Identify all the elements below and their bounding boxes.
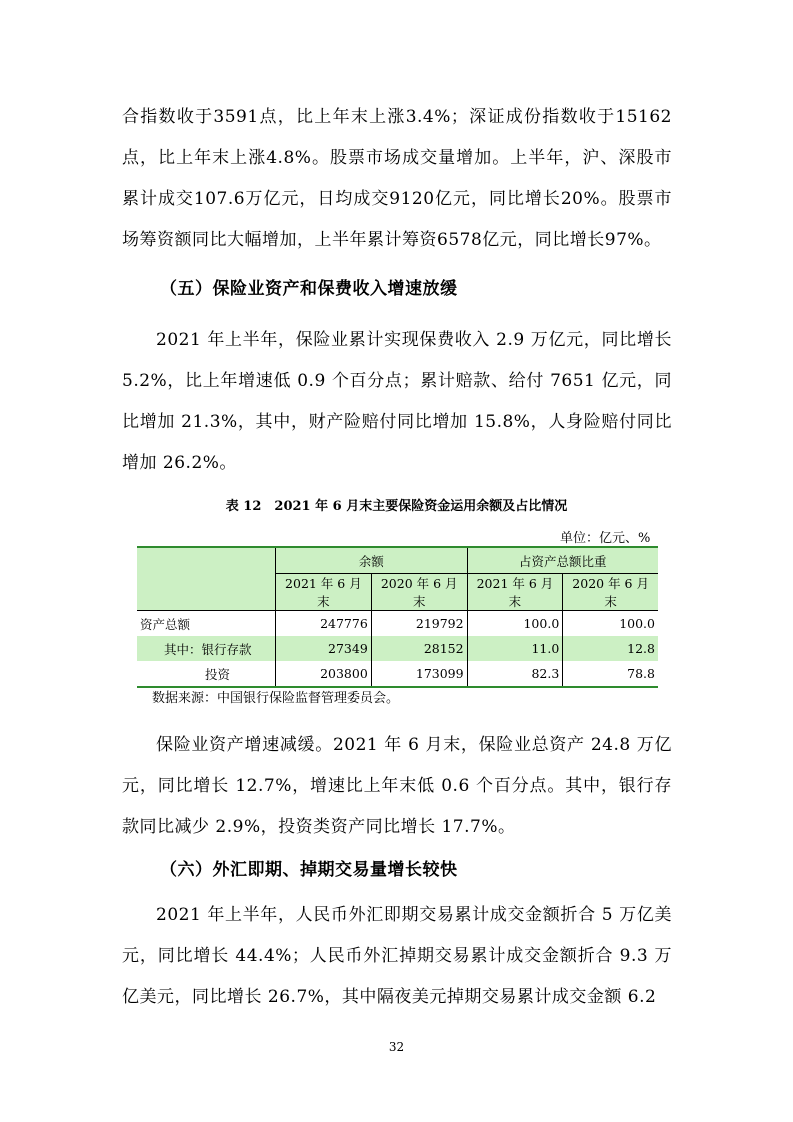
column-header-2021-balance: 2021 年 6 月末 bbox=[276, 574, 372, 611]
paragraph-stock-market: 合指数收于3591点，比上年末上涨3.4%；深证成份指数收于15162点，比上年末上涨4.8%。股票市场成交量增加。上半年，沪、深股市累计成交107.6万亿元，日均成交9120亿元，同比增长20%。股票市场筹资额同比大幅增加，上半年累计筹资6578亿元，同比增长97%。 bbox=[122, 107, 672, 250]
table-unit: 单位：亿元、% bbox=[560, 531, 651, 546]
row-label: 资产总额 bbox=[140, 616, 191, 632]
table-header-row-1 bbox=[137, 547, 658, 574]
cell-value: 82.3 bbox=[467, 661, 563, 687]
cell-value: 100.0 bbox=[467, 611, 563, 637]
cell-value: 28152 bbox=[371, 636, 467, 661]
row-label: 其中：银行存款 bbox=[164, 641, 252, 657]
cell-value: 78.8 bbox=[563, 661, 658, 687]
table-source-note: 数据来源：中国银行保险监督管理委员会。 bbox=[152, 691, 400, 706]
cell-value: 12.8 bbox=[563, 636, 658, 661]
cell-value: 247776 bbox=[276, 611, 372, 637]
insurance-funds-table bbox=[137, 546, 658, 688]
table-row-bank-deposits bbox=[137, 636, 658, 661]
cell-value: 100.0 bbox=[563, 611, 658, 637]
paragraph-insurance-premium: 2021 年上半年，保险业累计实现保费收入 2.9 万亿元，同比增长 5.2%，比上年增速低 0.9 个百分点；累计赔款、给付 7651 亿元，同比增加 21.3%，其中，财产险赔付同比增加 15.8%，人身险赔付同比增加 26.2%。 bbox=[122, 330, 672, 473]
cell-value: 27349 bbox=[276, 636, 372, 661]
group-header-share: 占资产总额比重 bbox=[467, 547, 658, 574]
table-caption: 表 12 2021 年 6 月末主要保险资金运用余额及占比情况 bbox=[225, 499, 568, 514]
column-header-2021-share: 2021 年 6 月末 bbox=[467, 574, 563, 611]
cell-value: 219792 bbox=[371, 611, 467, 637]
paragraph-insurance-assets: 保险业资产增速减缓。2021 年 6 月末，保险业总资产 24.8 万亿元，同比增长 12.7%，增速比上年末低 0.6 个百分点。其中，银行存款同比减少 2.9%，投资类资产同比增长 17.7%。 bbox=[122, 735, 672, 837]
cell-value: 11.0 bbox=[467, 636, 563, 661]
group-header-balance: 余额 bbox=[276, 547, 468, 574]
row-label: 投资 bbox=[137, 661, 276, 687]
cell-value: 173099 bbox=[371, 661, 467, 687]
column-header-2020-share: 2020 年 6 月末 bbox=[563, 574, 658, 611]
section-heading-insurance: （五）保险业资产和保费收入增速放缓 bbox=[160, 279, 458, 299]
cell-value: 203800 bbox=[276, 661, 372, 687]
column-header-2020-balance: 2020 年 6 月末 bbox=[371, 574, 467, 611]
table-row-investment bbox=[137, 661, 658, 687]
paragraph-fx-trading: 2021 年上半年，人民币外汇即期交易累计成交金额折合 5 万亿美元，同比增长 44.4%；人民币外汇掉期交易累计成交金额折合 9.3 万亿美元，同比增长 26.7%，其中隔夜美元掉期交易累计成交金额 6.2 bbox=[122, 905, 672, 1007]
table-row-total-assets bbox=[137, 611, 658, 637]
page-number: 32 bbox=[388, 1040, 405, 1054]
table-corner-cell bbox=[137, 547, 276, 611]
section-heading-fx: （六）外汇即期、掉期交易量增长较快 bbox=[160, 860, 458, 880]
